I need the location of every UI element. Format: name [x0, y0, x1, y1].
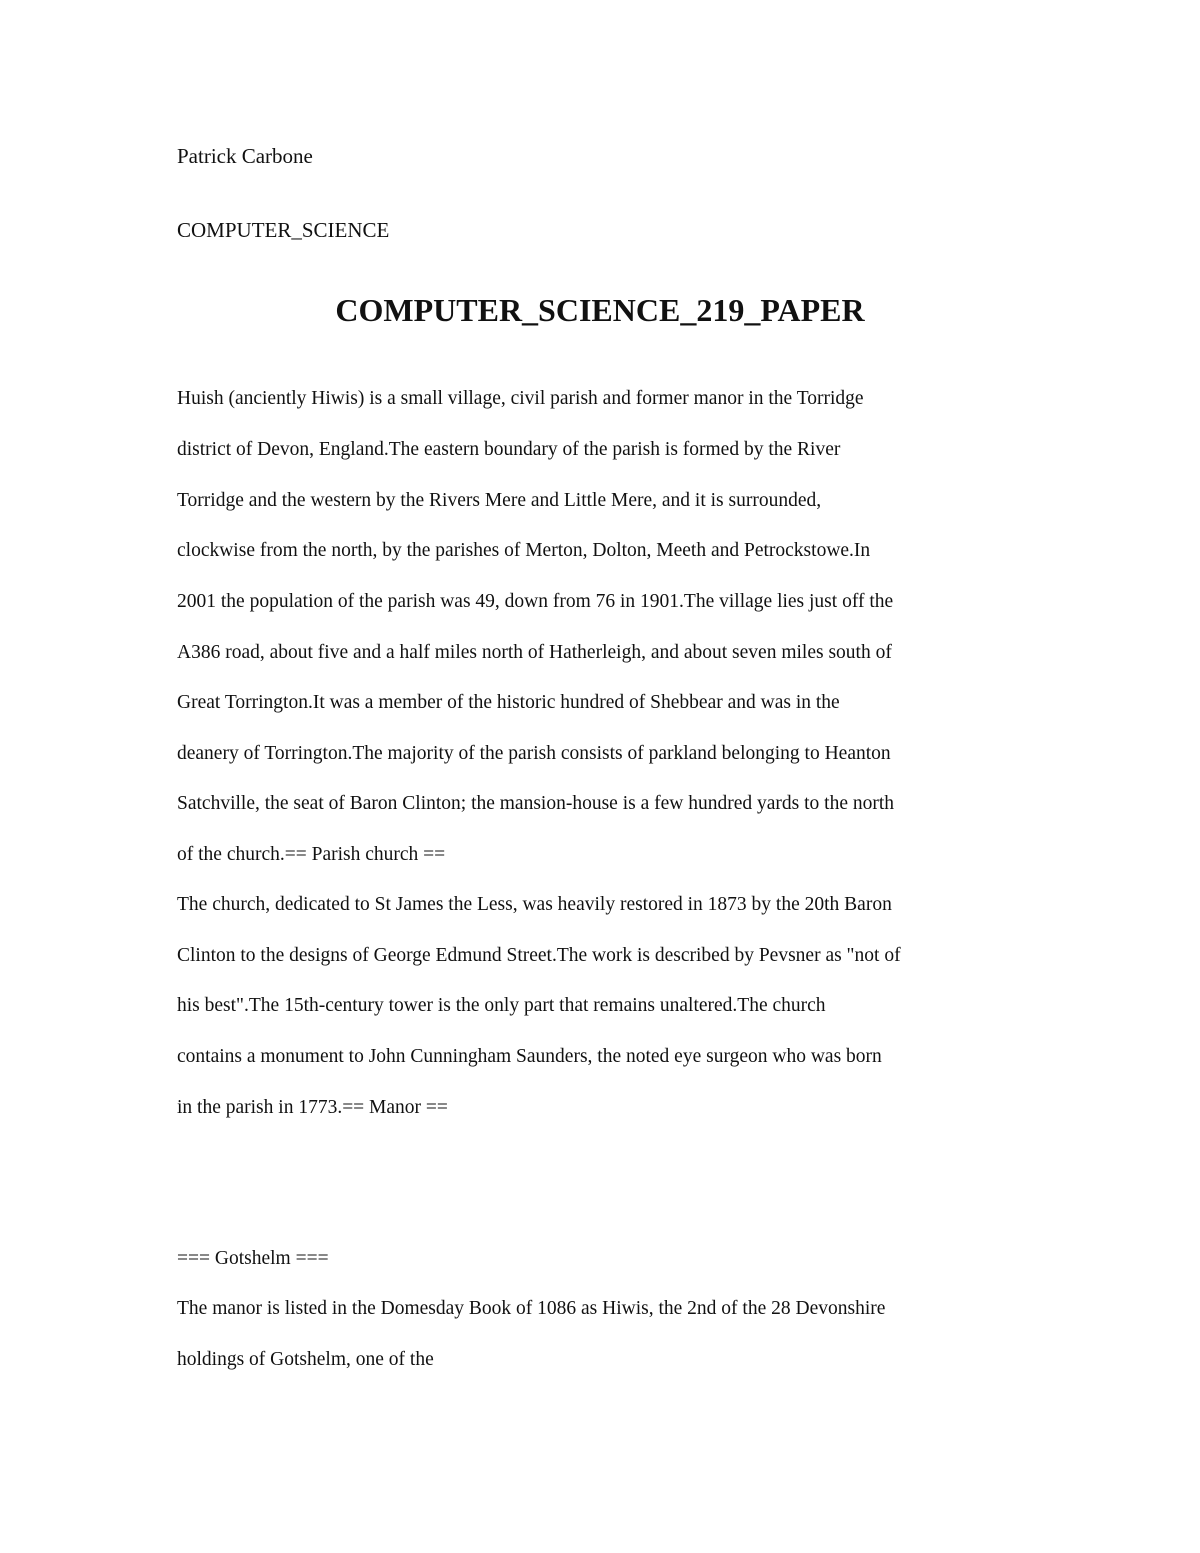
body-line: holdings of Gotshelm, one of the: [177, 1349, 434, 1370]
body-line: deanery of Torrington.The majority of the parish consists of parkland belonging to Heanton: [177, 743, 891, 764]
body-line: Torridge and the western by the Rivers Mere and Little Mere, and it is surrounded,: [177, 490, 822, 511]
body-line: The church, dedicated to St James the Less, was heavily restored in 1873 by the 20th Baron: [177, 894, 892, 915]
body-line: his best".The 15th-century tower is the only part that remains unaltered.The church: [177, 995, 826, 1016]
body-line: clockwise from the north, by the parishes of Merton, Dolton, Meeth and Petrockstowe.In: [177, 540, 871, 561]
body-line: Great Torrington.It was a member of the historic hundred of Shebbear and was in the: [177, 692, 840, 713]
author-name: Patrick Carbone: [177, 144, 313, 168]
body-line: The manor is listed in the Domesday Book of 1086 as Hiwis, the 2nd of the 28 Devonshire: [177, 1298, 886, 1319]
section-heading-manor: in the parish in 1773.== Manor ==: [177, 1097, 448, 1118]
body-line: A386 road, about five and a half miles north of Hatherleigh, and about seven miles south of: [177, 642, 892, 663]
body-line: district of Devon, England.The eastern boundary of the parish is formed by the River: [177, 439, 841, 460]
body-line: Satchville, the seat of Baron Clinton; the mansion-house is a few hundred yards to the north: [177, 793, 895, 814]
course-name: COMPUTER_SCIENCE: [177, 218, 390, 242]
subsection-heading-gotshelm: === Gotshelm ===: [177, 1248, 329, 1269]
body-line: contains a monument to John Cunningham Saunders, the noted eye surgeon who was born: [177, 1046, 882, 1067]
body-line: 2001 the population of the parish was 49, down from 76 in 1901.The village lies just off the: [177, 591, 894, 612]
body-line: Clinton to the designs of George Edmund Street.The work is described by Pevsner as "not of: [177, 945, 901, 966]
section-heading-parish-church: of the church.== Parish church ==: [177, 844, 446, 865]
body-line: Huish (anciently Hiwis) is a small village, civil parish and former manor in the Torridge: [177, 388, 864, 409]
paper-title: COMPUTER_SCIENCE_219_PAPER: [335, 292, 865, 328]
